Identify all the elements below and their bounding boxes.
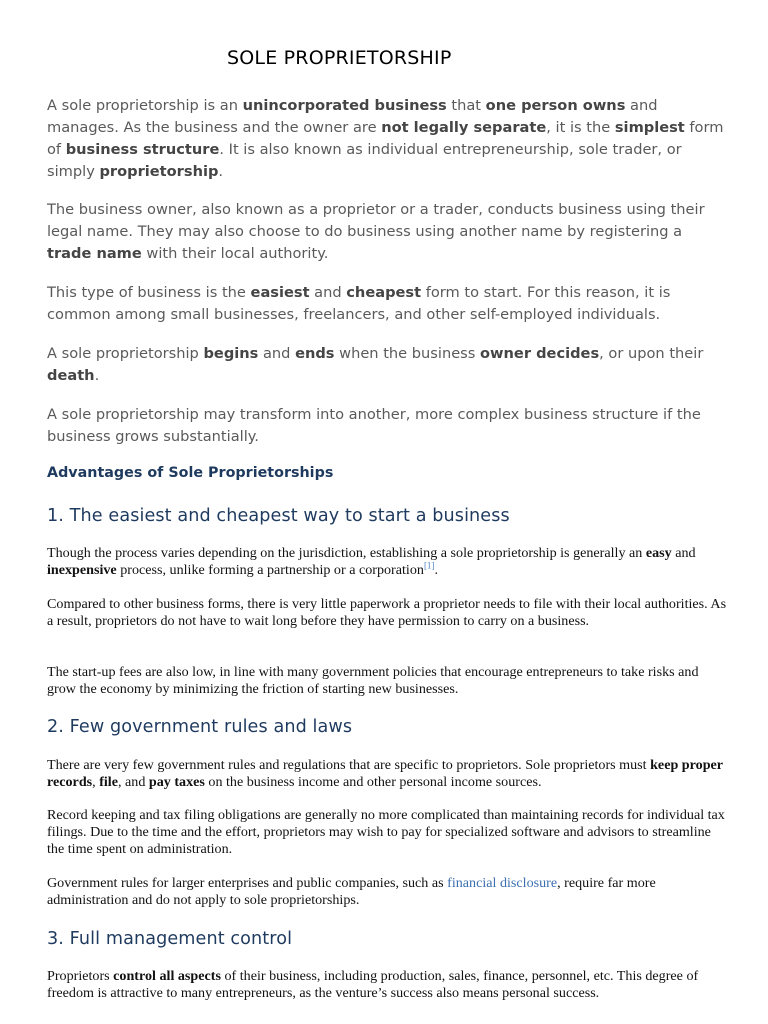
intro-paragraph [47,282,727,326]
text-run: , and [117,774,149,790]
bold-term: inexpensive [47,562,117,578]
body-paragraph [47,664,727,698]
text-run: A sole proprietorship [47,345,204,362]
bold-term: not legally separate [381,119,547,136]
text-run: This type of business is the [47,284,251,301]
bold-term: unincorporated business [242,97,447,114]
text-run: and manages. As the business and the owner are [47,97,658,136]
text-run: Proprietors [47,968,114,984]
text-run: Compared to other business forms, there is very little paperwork a proprietor needs to file with their local authorities. As a result, proprietors do not have to wait long before they have permission to carry on a business. [47,596,727,629]
section-heading: 1. The easiest and cheapest way to start a business [47,506,510,526]
text-run: A sole proprietorship is an [47,97,243,114]
intro-paragraph [47,343,727,387]
advantages-heading: Advantages of Sole Proprietorships [47,465,334,481]
body-paragraph [47,875,727,909]
text-run: form to start. For this reason, it is common among small businesses, freelancers, and other self-employed individuals. [47,284,671,323]
text-run: The start-up fees are also low, in line with many government policies that encourage entrepreneurs to take risks and grow the economy by minimizing the friction of starting new businesses. [47,664,699,697]
bold-term: death [47,367,95,384]
bold-term: keep proper records [47,757,723,790]
bold-term: easiest [250,284,310,301]
text-run: when the business [334,345,481,362]
text-run: and [258,345,296,362]
text-run: form of [47,119,724,158]
body-paragraph [47,545,727,579]
bold-term: begins [203,345,259,362]
bold-term: business structure [65,141,220,158]
body-paragraph [47,757,727,791]
body-paragraph [47,596,727,630]
text-run: . [94,367,100,384]
text-run: , or upon their [599,345,704,362]
citation-link[interactable]: [1] [423,560,435,571]
bold-term: trade name [47,245,142,262]
intro-paragraph [47,404,727,448]
body-paragraph [47,807,727,858]
bold-term: ends [295,345,335,362]
text-run: . [218,163,224,180]
bold-term: pay taxes [148,774,205,790]
body-paragraph [47,968,727,1002]
text-run: . [434,562,438,578]
text-run: . It is also known as individual entrepreneurship, sole trader, or simply [47,141,682,180]
bold-term: cheapest [346,284,422,301]
bold-term: simplest [614,119,685,136]
text-run: that [446,97,486,114]
text-run: and [671,545,696,561]
text-run: on the business income and other personal income sources. [204,774,542,790]
text-run: and [309,284,347,301]
text-run: , [92,774,100,790]
text-run: Government rules for larger enterprises and public companies, such as [47,875,448,891]
page-title: SOLE PROPRIETORSHIP [227,47,452,69]
text-run: Though the process varies depending on the jurisdiction, establishing a sole proprietorship is generally an [47,545,646,561]
bold-term: proprietorship [99,163,219,180]
text-run: , require far more administration and do not apply to sole proprietorships. [47,875,656,908]
section-heading: 2. Few government rules and laws [47,717,353,737]
text-run: The business owner, also known as a proprietor or a trader, conducts business using their legal name. They may also choose to do business using another name by registering a [47,201,705,240]
bold-term: one person owns [485,97,626,114]
bold-term: easy [645,545,672,561]
bold-term: control all aspects [113,968,221,984]
text-run: of their business, including production, sales, finance, personnel, etc. This degree of freedom is attractive to many entrepreneurs, as the venture’s success also means personal success. [47,968,699,1001]
bold-term: owner decides [480,345,600,362]
section-heading: 3. Full management control [47,929,293,949]
text-run: A sole proprietorship may transform into another, more complex business structure if the business grows substantially. [47,406,701,445]
text-run: with their local authority. [141,245,329,262]
text-run: process, unlike forming a partnership or a corporation [116,562,424,578]
intro-paragraph [47,199,727,265]
financial-disclosure-link[interactable]: financial disclosure [447,875,558,891]
text-run: Record keeping and tax filing obligations are generally no more complicated than maintaining records for individual tax filings. Due to the time and the effort, proprietors may wish to pay for specialized software and advisors to streamline the time spent on administration. [47,807,725,857]
text-run: , it is the [546,119,615,136]
intro-paragraph [47,95,727,183]
text-run: There are very few government rules and regulations that are specific to proprietors. Sole proprietors must [47,757,651,773]
bold-term: file [99,774,118,790]
